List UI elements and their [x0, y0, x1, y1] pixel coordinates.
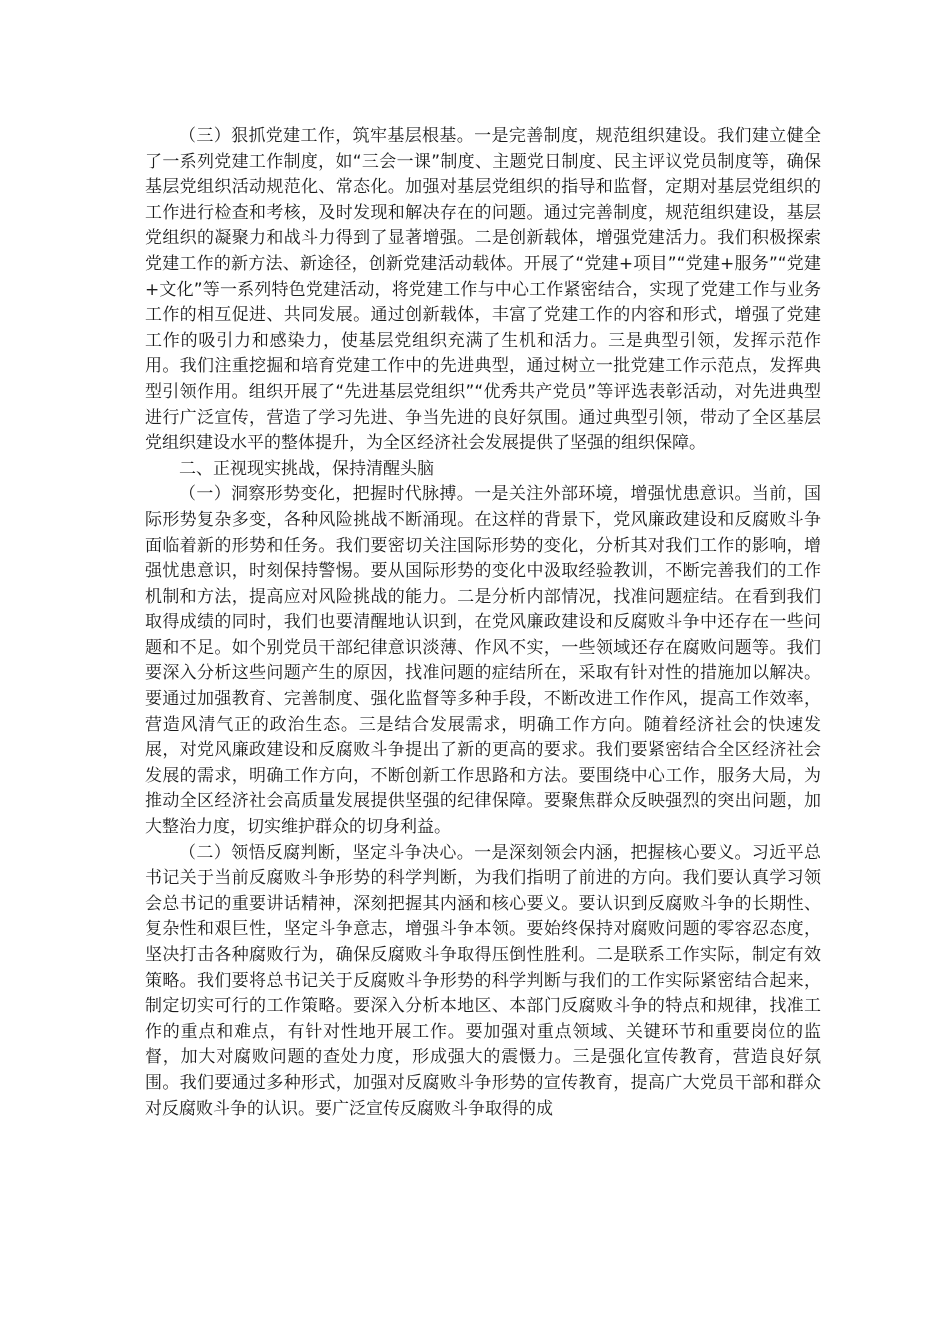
paragraph-anti-corruption: （二）领悟反腐判断，坚定斗争决心。一是深刻领会内涵，把握核心要义。习近平总书记关于当前反腐败斗争形势的科学判断，为我们指明了前进的方向。我们要认真学习领会总书记的重要讲话精神，深刻把握其内涵和核心要义。要认识到反腐败斗争的长期性、复杂性和艰巨性，坚定斗争意志，增强斗争本领。要始终保持对腐败问题的零容忍态度，坚决打击各种腐败行为，确保反腐败斗争取得压倒性胜利。二是联系工作实际，制定有效策略。我们要将总书记关于反腐败斗争形势的科学判断与我们的工作实际紧密结合起来，制定切实可行的工作策略。要深入分析本地区、本部门反腐败斗争的特点和规律，找准工作的重点和难点，有针对性地开展工作。要加强对重点领域、关键环节和重要岗位的监督，加大对腐败问题的查处力度，形成强大的震慑力。三是强化宣传教育，营造良好氛围。我们要通过多种形式，加强对反腐败斗争形势的宣传教育，提高广大党员干部和群众对反腐败斗争的认识。要广泛宣传反腐败斗争取得的成	[145, 842, 821, 1119]
section-heading-challenges: 二、正视现实挑战，保持清醒头脑	[179, 458, 434, 479]
document-body	[145, 124, 821, 1122]
paragraph-situation-analysis: （一）洞察形势变化，把握时代脉搏。一是关注外部环境，增强忧患意识。当前，国际形势复杂多变，各种风险挑战不断涌现。在这样的背景下，党风廉政建设和反腐败斗争面临着新的形势和任务。我们要密切关注国际形势的变化，分析其对我们工作的影响，增强忧患意识，时刻保持警惕。要从国际形势的变化中汲取经验教训，不断完善我们的工作机制和方法，提高应对风险挑战的能力。二是分析内部情况，找准问题症结。在看到我们取得成绩的同时，我们也要清醒地认识到，在党风廉政建设和反腐败斗争中还存在一些问题和不足。如个别党员干部纪律意识淡薄、作风不实，一些领域还存在腐败问题等。我们要深入分析这些问题产生的原因，找准问题的症结所在，采取有针对性的措施加以解决。要通过加强教育、完善制度、强化监督等多种手段，不断改进工作作风，提高工作效率，营造风清气正的政治生态。三是结合发展需求，明确工作方向。随着经济社会的快速发展，对党风廉政建设和反腐败斗争提出了新的更高的要求。我们要紧密结合全区经济社会发展的需求，明确工作方向，不断创新工作思路和方法。要围绕中心工作，服务大局，为推动全区经济社会高质量发展提供坚强的纪律保障。要聚焦群众反映强烈的突出问题，加大整治力度，切实维护群众的切身利益。	[145, 484, 821, 838]
paragraph-party-building: （三）狠抓党建工作，筑牢基层根基。一是完善制度，规范组织建设。我们建立健全了一系列党建工作制度，如“三会一课”制度、主题党日制度、民主评议党员制度等，确保基层党组织活动规范化、常态化。加强对基层党组织的指导和监督，定期对基层党组织的工作进行检查和考核，及时发现和解决存在的问题。通过完善制度，规范组织建设，基层党组织的凝聚力和战斗力得到了显著增强。二是创新载体，增强党建活力。我们积极探索党建工作的新方法、新途径，创新党建活动载体。开展了“党建+项目”“党建+服务”“党建+文化”等一系列特色党建活动，将党建工作与中心工作紧密结合，实现了党建工作与业务工作的相互促进、共同发展。通过创新载体，丰富了党建工作的内容和形式，增强了党建工作的吸引力和感染力，使基层党组织充满了生机和活力。三是典型引领，发挥示范作用。我们注重挖掘和培育党建工作中的先进典型，通过树立一批党建工作示范点，发挥典型引领作用。组织开展了“先进基层党组织”“优秀共产党员”等评选表彰活动，对先进典型进行广泛宣传，营造了学习先进、争当先进的良好氛围。通过典型引领，带动了全区基层党组织建设水平的整体提升，为全区经济社会发展提供了坚强的组织保障。	[145, 126, 821, 454]
